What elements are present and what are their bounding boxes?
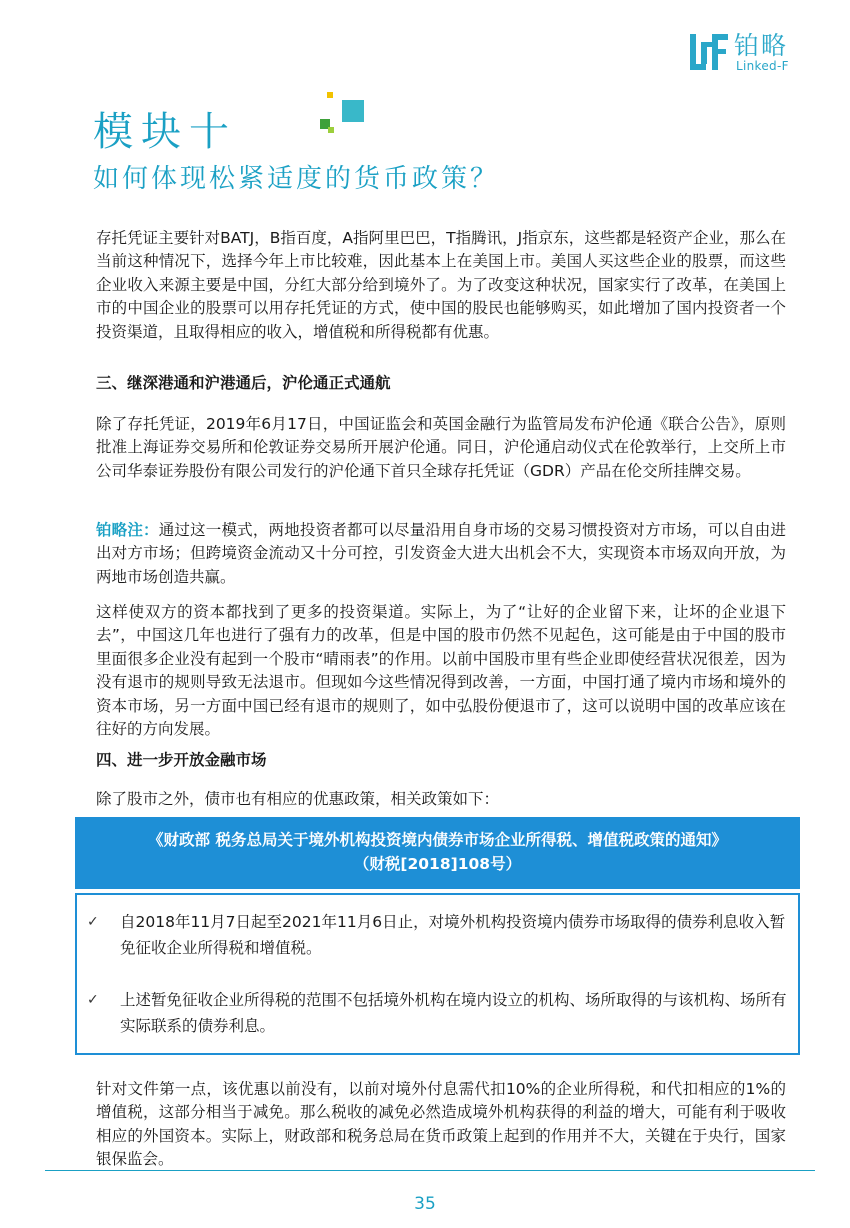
paragraph-conclusion: 针对文件第一点，该优惠以前没有，以前对境外付息需代扣10%的企业所得税，和代扣相应的1%的增值税，这部分相当于减免。那么税收的减免必然造成境外机构获得的利益的增大，可能有利于吸收相应的外国资本。实际上，财政部和税务总局在货币政策上起到的作用并不大，关键在于央行，国家银保监会。	[96, 1080, 786, 1169]
policy-bullet	[87, 987, 787, 1039]
section-heading-3: 三、继深港通和沪港通后，沪伦通正式通航	[96, 374, 391, 392]
paragraph-depositary-receipts: 存托凭证主要针对BATJ，B指百度，A指阿里巴巴，T指腾讯，J指京东，这些都是轻资产企业，那么在当前这种情况下，选择今年上市比较难，因此基本上在美国上市。美国人买这些企业的股票，而这些企业收入来源主要是中国，分红大部分给到境外了。为了改变这种状况，国家实行了改革，在美国上市的中国企业的股票可以用存托凭证的方式，使中国的股民也能够购买，如此增加了国内投资者一个投资渠道，且取得相应的收入，增值税和所得税都有优惠。	[96, 229, 786, 341]
decorative-squares-icon	[318, 92, 368, 142]
policy-content-box	[75, 893, 800, 1055]
paragraph-reform: 这样使双方的资本都找到了更多的投资渠道。实际上，为了“让好的企业留下来，让坏的企业退下去”，中国这几年也进行了强有力的改革，但是中国的股市仍然不见起色，这可能是由于中国的股市里面很多企业没有起到一个股市“晴雨表”的作用。以前中国股市里有些企业即使经营状况很差，因为没有退市的规则导致无法退市。但现如今这些情况得到改善，一方面，中国打通了境内市场和境外的资本市场，另一方面中国已经有退市的规则了，如中弘股份便退市了，这可以说明中国的改革应该在往好的方向发展。	[96, 603, 786, 739]
policy-title-banner	[75, 817, 800, 889]
checkmark-icon: ✓	[87, 914, 99, 930]
page-number: 35	[414, 1194, 436, 1214]
module-title: 模块十	[93, 109, 237, 155]
policy-title-line2: （财税[2018]108号）	[353, 855, 522, 873]
policy-bullet	[87, 909, 787, 961]
policy-bullet-text: 自2018年11月7日起至2021年11月6日止，对境外机构投资境内债券市场取得的债券利息收入暂免征收企业所得税和增值税。	[120, 913, 786, 957]
paragraph-shanghai-london-connect: 除了存托凭证，2019年6月17日，中国证监会和英国金融行为监管局发布沪伦通《联合公告》，原则批准上海证券交易所和伦敦证券交易所开展沪伦通。同日，沪伦通启动仪式在伦敦举行，上交所上市公司华泰证券股份有限公司发行的沪伦通下首只全球存托凭证（GDR）产品在伦交所挂牌交易。	[96, 415, 786, 480]
policy-bullet-text: 上述暂免征收企业所得税的范围不包括境外机构在境内设立的机构、场所取得的与该机构、场所有实际联系的债券利息。	[120, 991, 787, 1035]
note-paragraph	[96, 519, 786, 589]
note-text: 通过这一模式，两地投资者都可以尽量沿用自身市场的交易习惯投资对方市场，可以自由进出对方市场；但跨境资金流动又十分可控，引发资金大进大出机会不大，实现资本市场双向开放，为两地市场创造共赢。	[96, 521, 786, 586]
paragraph-bond-intro: 除了股市之外，债市也有相应的优惠政策，相关政策如下：	[96, 790, 500, 808]
logo-text-en: Linked-F	[736, 59, 789, 73]
section-heading-4: 四、进一步开放金融市场	[96, 751, 267, 769]
checkmark-icon: ✓	[87, 992, 99, 1008]
policy-title-line1: 《财政部 税务总局关于境外机构投资境内债券市场企业所得税、增值税政策的通知》	[148, 831, 727, 849]
module-subtitle: 如何体现松紧适度的货币政策？	[93, 164, 500, 194]
logo-text-cn: 铂略	[734, 31, 789, 60]
note-label: 铂略注：	[96, 521, 159, 539]
logo-mark-icon	[690, 34, 728, 70]
company-logo	[690, 32, 820, 74]
footer-divider	[45, 1170, 815, 1171]
